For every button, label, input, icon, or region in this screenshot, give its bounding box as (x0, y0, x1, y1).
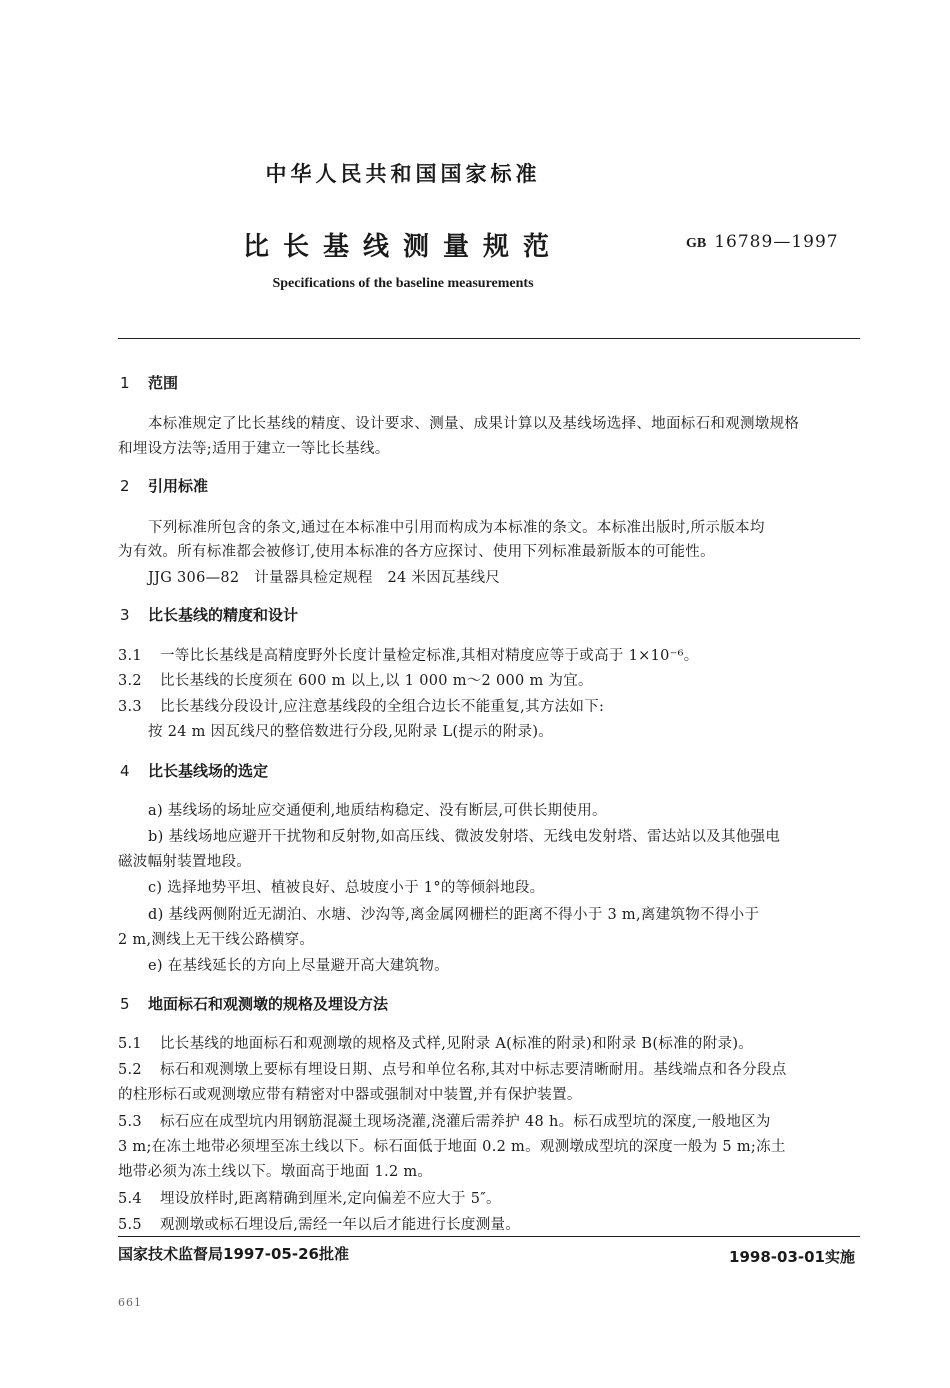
clause-number: 3.3 (118, 699, 142, 715)
clause-number: 5.4 (118, 1191, 142, 1207)
clause-5-1 (118, 1032, 753, 1053)
clause-5-2-continuation: 的柱形标石或观测墩应带有精密对中器或强制对中装置,并有保护装置。 (118, 1087, 582, 1103)
clause-5-3-continuation-1: 3 m;在冻土地带必须埋至冻土线以下。标石面低于地面 0.2 m。观测墩成型坑的深度一般为 5 m;冻土 (118, 1139, 786, 1155)
section-2-line-2: 为有效。所有标准都会被修订,使用本标准的各方应探讨、使用下列标准最新版本的可能性。 (118, 544, 715, 560)
page-number: 661 (118, 1296, 142, 1309)
document-title: 比长基线测量规范 (242, 232, 563, 262)
item-4-c: c) 选择地势平坦、植被良好、总坡度小于 1°的等倾斜地段。 (148, 880, 545, 896)
footer-divider (118, 1236, 860, 1237)
clause-5-3 (118, 1110, 771, 1131)
clause-text: 埋设放样时,距离精确到厘米,定向偏差不应大于 5″。 (160, 1191, 501, 1207)
standard-code-prefix: GB (686, 236, 707, 251)
national-standard-heading: 中华人民共和国国家标准 (265, 162, 541, 186)
clause-number: 5.1 (118, 1036, 142, 1052)
header-divider (118, 338, 860, 339)
section-5-heading (120, 993, 388, 1014)
clause-number: 5.2 (118, 1062, 142, 1078)
clause-number: 3.1 (118, 648, 142, 664)
clause-3-2 (118, 669, 593, 690)
item-4-d-line-1: d) 基线两侧附近无湖泊、水塘、沙沟等,离金属网栅栏的距离不得小于 3 m,离建筑物不得小于 (148, 907, 760, 923)
section-number: 2 (120, 477, 130, 495)
section-1-heading (120, 372, 178, 393)
clause-text: 标石应在成型坑内用钢筋混凝土现场浇灌,浇灌后需养护 48 h。标石成型坑的深度,一般地区为 (160, 1114, 771, 1130)
approval-date: 国家技术监督局1997-05-26批准 (118, 1245, 349, 1263)
section-title: 比长基线场的选定 (148, 762, 269, 780)
section-number: 3 (120, 606, 130, 624)
clause-5-4 (118, 1187, 501, 1208)
standard-code-number: 16789—1997 (714, 232, 839, 252)
clause-3-3 (118, 695, 604, 716)
clause-text: 比长基线的长度须在 600 m 以上,以 1 000 m～2 000 m 为宜。 (160, 673, 593, 689)
standard-code (686, 232, 839, 252)
section-1-line-1: 本标准规定了比长基线的精度、设计要求、测量、成果计算以及基线场选择、地面标石和观测墩规格 (148, 416, 800, 432)
english-subtitle: Specifications of the baseline measurements (272, 276, 534, 291)
section-title: 范围 (148, 374, 179, 392)
section-number: 5 (120, 995, 130, 1013)
clause-5-3-continuation-2: 地带必须为冻土线以下。墩面高于地面 1.2 m。 (118, 1164, 433, 1180)
clause-text: 比长基线的地面标石和观测墩的规格及式样,见附录 A(标准的附录)和附录 B(标准的附录)。 (160, 1036, 754, 1052)
clause-3-1 (118, 644, 699, 665)
clause-number: 3.2 (118, 673, 142, 689)
item-4-b-line-2: 磁波幅射装置地段。 (118, 854, 252, 870)
clause-text: 标石和观测墩上要标有埋设日期、点号和单位名称,其对中标志要清晰耐用。基线端点和各分段点 (160, 1062, 787, 1078)
referenced-standard: JJG 306—82 计量器具检定规程 24 米因瓦基线尺 (148, 570, 501, 586)
item-4-b-line-1: b) 基线场地应避开干扰物和反射物,如高压线、微波发射塔、无线电发射塔、雷达站以及其他强电 (148, 829, 781, 845)
item-4-e: e) 在基线延长的方向上尽量避开高大建筑物。 (148, 958, 449, 974)
implementation-date: 1998-03-01实施 (729, 1248, 855, 1266)
clause-5-2 (118, 1058, 787, 1079)
clause-text: 一等比长基线是高精度野外长度计量检定标准,其相对精度应等于或高于 1×10⁻⁶。 (160, 648, 699, 664)
section-1-line-2: 和埋设方法等;适用于建立一等比长基线。 (118, 441, 390, 457)
section-number: 1 (120, 374, 130, 392)
item-4-a: a) 基线场的场址应交通便利,地质结构稳定、没有断层,可供长期使用。 (148, 803, 607, 819)
clause-number: 5.5 (118, 1217, 142, 1233)
clause-text: 观测墩或标石埋设后,需经一年以后才能进行长度测量。 (160, 1217, 521, 1233)
section-2-heading (120, 475, 208, 496)
section-number: 4 (120, 762, 130, 780)
section-2-line-1: 下列标准所包含的条文,通过在本标准中引用而构成为本标准的条文。本标准出版时,所示版本均 (148, 520, 765, 536)
clause-text: 比长基线分段设计,应注意基线段的全组合边长不能重复,其方法如下: (160, 699, 605, 715)
clause-3-3-continuation: 按 24 m 因瓦线尺的整倍数进行分段,见附录 L(提示的附录)。 (148, 724, 554, 740)
section-title: 引用标准 (148, 477, 209, 495)
item-4-d-line-2: 2 m,测线上无干线公路横穿。 (118, 932, 315, 948)
section-title: 比长基线的精度和设计 (148, 606, 299, 624)
section-4-heading (120, 760, 268, 781)
clause-5-5 (118, 1213, 520, 1234)
section-3-heading (120, 604, 298, 625)
section-title: 地面标石和观测墩的规格及埋设方法 (148, 995, 389, 1013)
clause-number: 5.3 (118, 1114, 142, 1130)
